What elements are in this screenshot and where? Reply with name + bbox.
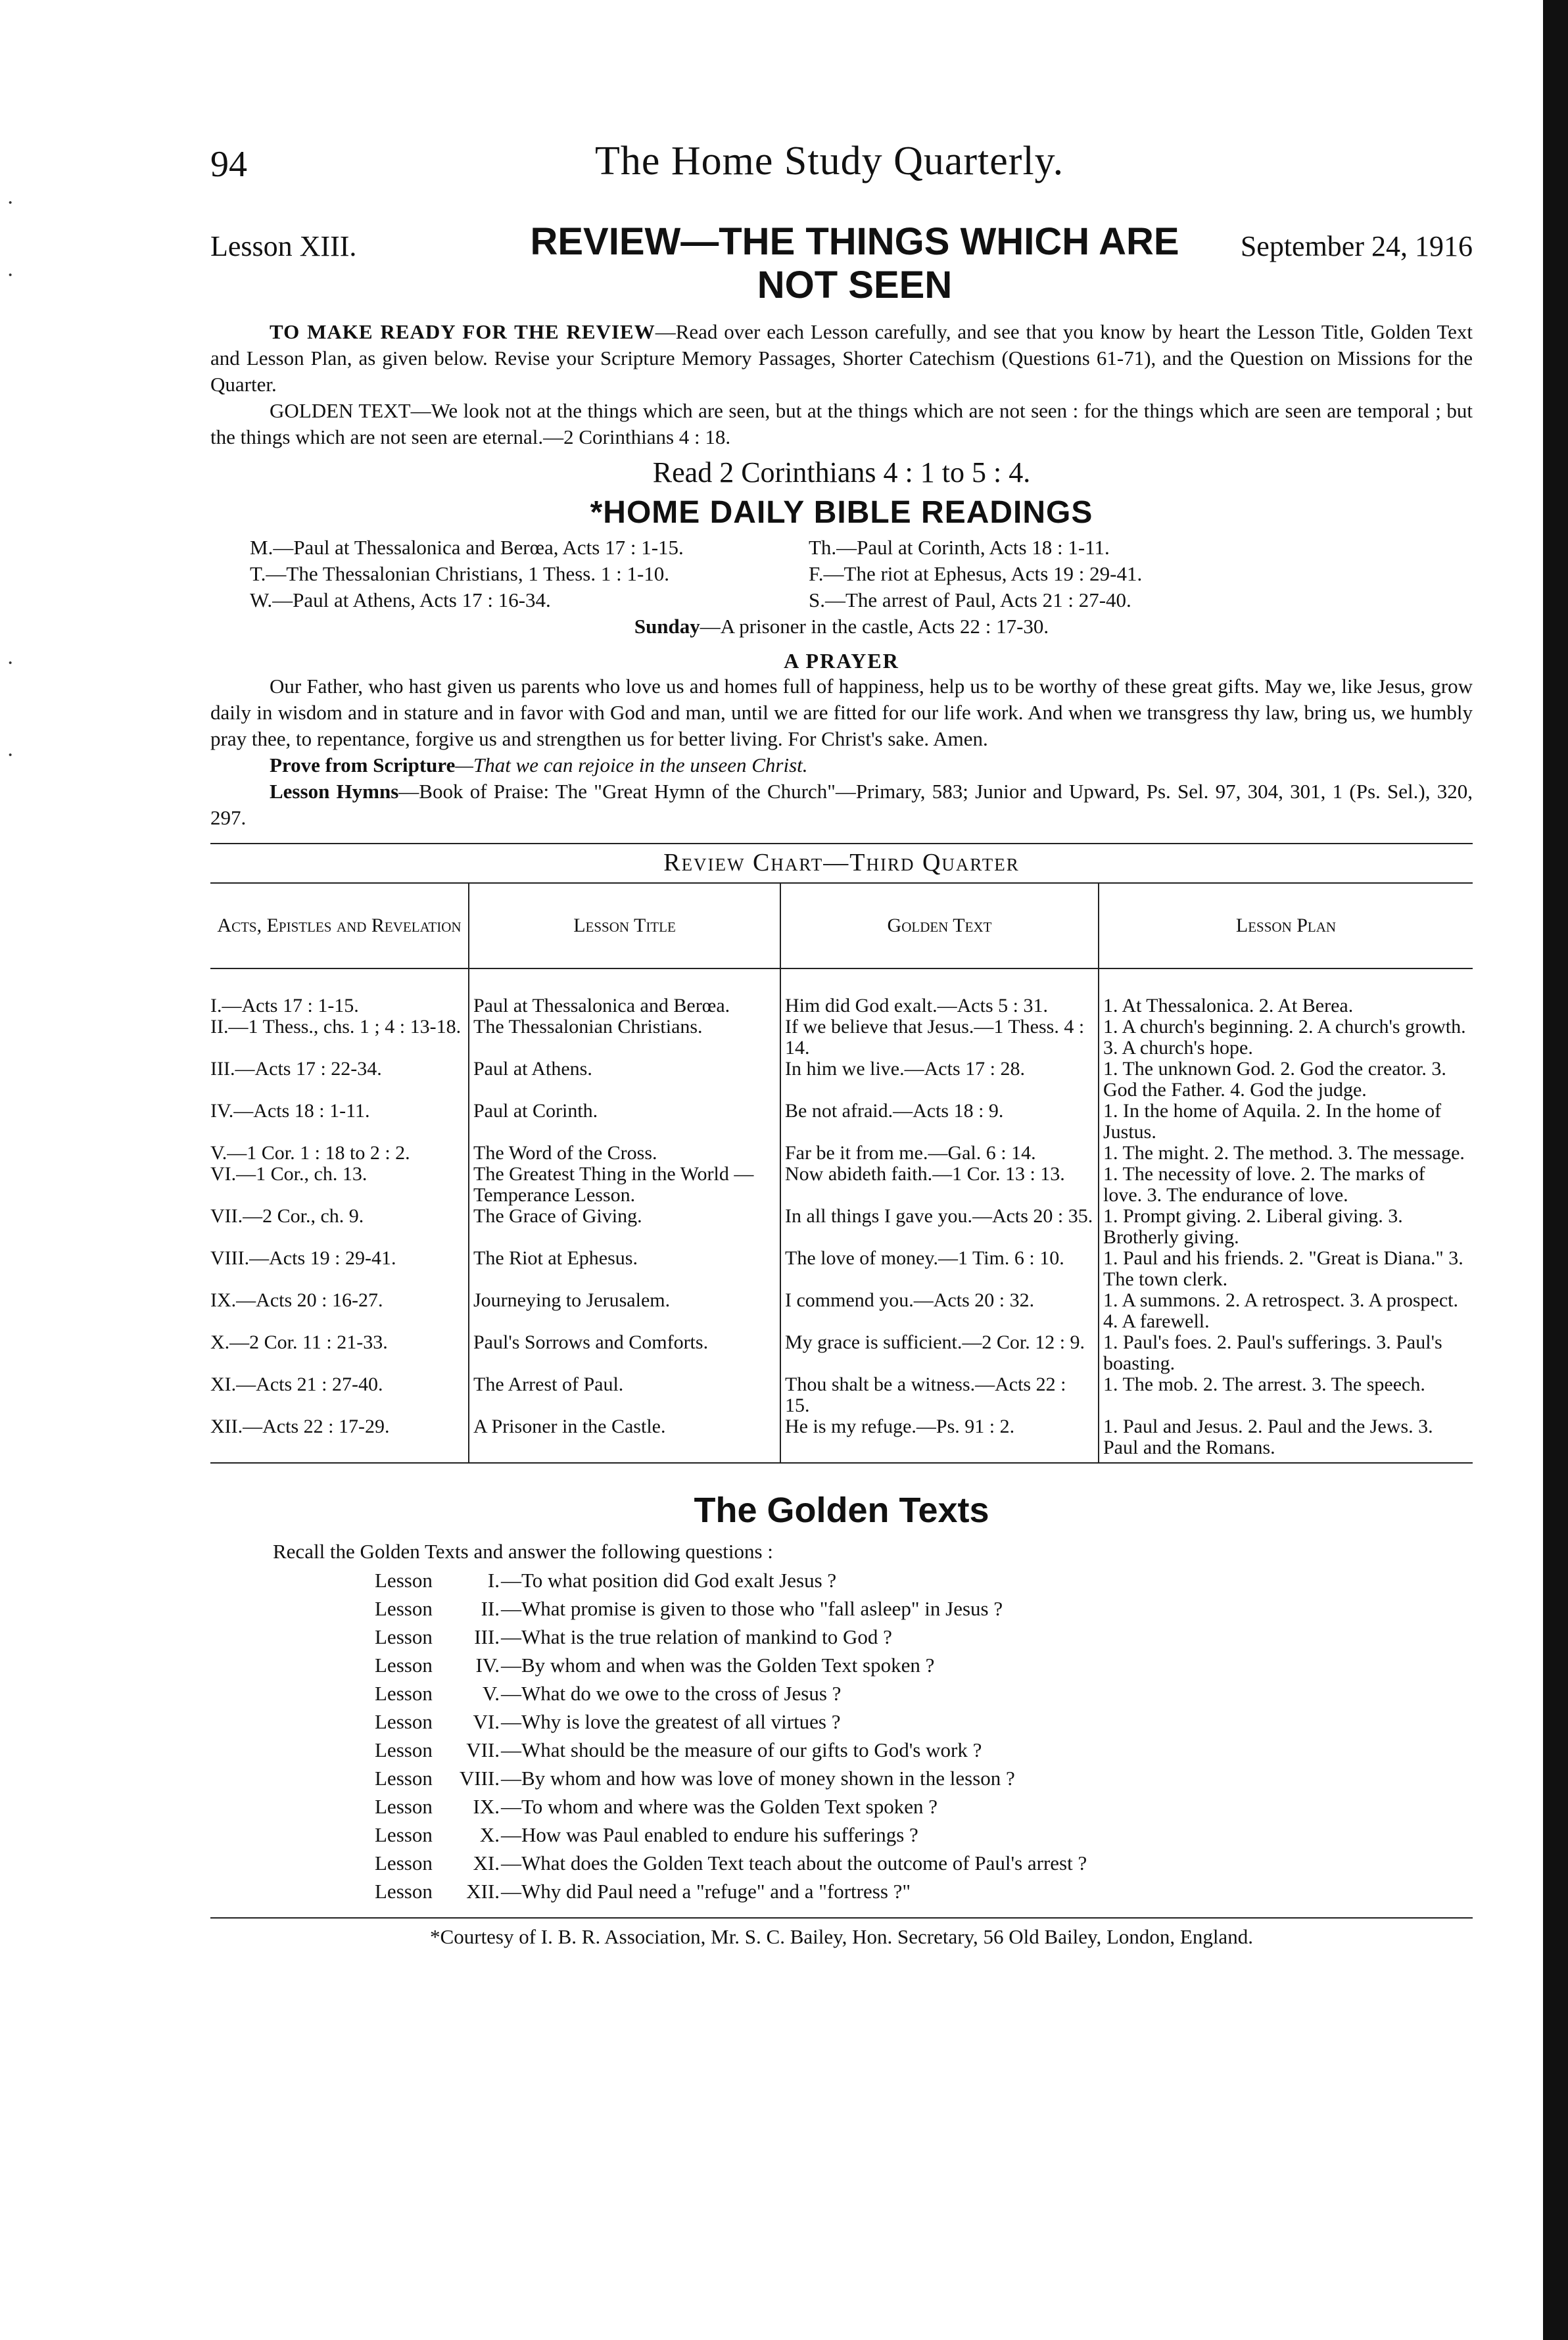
- list-item: [375, 1821, 1473, 1849]
- reading-item: M.—Paul at Thessalonica and Berœa, Acts 17 : 1-15.: [250, 536, 684, 559]
- question-text: —What does the Golden Text teach about the outcome of Paul's arrest ?: [501, 1851, 1087, 1874]
- read-passage: Read 2 Corinthians 4 : 1 to 5 : 4.: [652, 456, 1031, 489]
- table-cell: II.—1 Thess., chs. 1 ; 4 : 13-18.: [210, 1016, 462, 1038]
- list-item: [375, 1679, 1473, 1707]
- question-text: —Why is love the greatest of all virtues ?: [501, 1710, 841, 1733]
- question-text: —What promise is given to those who "fall asleep" in Jesus ?: [501, 1597, 1003, 1620]
- golden-texts-heading: The Golden Texts: [694, 1491, 989, 1530]
- table-cell: Paul at Athens.: [469, 1059, 780, 1101]
- golden-text-paragraph: [210, 398, 1473, 450]
- table-cell: 1. A summons. 2. A retrospect. 3. A prospect. 4. A farewell.: [1099, 1290, 1473, 1332]
- lesson-word: Lesson: [375, 1710, 433, 1733]
- question-text: —What should be the measure of our gifts to God's work ?: [501, 1738, 982, 1761]
- review-chart-body: [210, 968, 1473, 1463]
- table-cell: 1. In the home of Aquila. 2. In the home of Justus.: [1099, 1101, 1473, 1143]
- lesson-word: Lesson: [375, 1795, 433, 1818]
- table-cell: V.—1 Cor. 1 : 18 to 2 : 2.: [210, 1142, 410, 1164]
- reading-item: W.—Paul at Athens, Acts 17 : 16-34.: [250, 588, 551, 611]
- prove-text: —That we can rejoice in the unseen Christ.: [455, 753, 808, 776]
- table-cell: The Word of the Cross.: [469, 1143, 780, 1164]
- table-cell: 1. At Thessalonica. 2. At Berea.: [1099, 995, 1473, 1016]
- table-cell: XII.—Acts 22 : 17-29.: [210, 1416, 469, 1463]
- hymns-label: Lesson Hymns: [270, 780, 399, 803]
- lesson-numeral: V.: [482, 1682, 500, 1705]
- lesson-word: Lesson: [375, 1738, 433, 1761]
- table-cell: 1. Prompt giving. 2. Liberal giving. 3. Brotherly giving.: [1099, 1206, 1473, 1248]
- table-row: [210, 1290, 1473, 1332]
- list-item: [375, 1623, 1473, 1651]
- running-title: The Home Study Quarterly.: [595, 139, 1064, 183]
- table-cell: 1. The necessity of love. 2. The marks of love. 3. The endurance of love.: [1099, 1164, 1473, 1206]
- lesson-word: Lesson: [375, 1597, 433, 1620]
- lesson-numeral: I.: [487, 1569, 500, 1592]
- lesson-word: Lesson: [375, 1625, 433, 1648]
- table-cell: The Thessalonian Christians.: [469, 1016, 780, 1059]
- table-cell: The Greatest Thing in the World — Temperance Lesson.: [469, 1164, 780, 1206]
- table-row: [210, 1016, 1473, 1059]
- lesson-word: Lesson: [375, 1767, 433, 1790]
- table-spacer-row: [210, 968, 1473, 995]
- question-text: —By whom and when was the Golden Text spoken ?: [501, 1654, 935, 1677]
- page-header: [210, 131, 1473, 204]
- table-cell: Journeying to Jerusalem.: [469, 1290, 780, 1332]
- table-row: [210, 1332, 1473, 1374]
- question-text: —By whom and how was love of money shown in the lesson ?: [501, 1767, 1015, 1790]
- table-row: [210, 1374, 1473, 1416]
- table-cell: Paul at Thessalonica and Berœa.: [469, 995, 780, 1016]
- prove-line: [210, 752, 1473, 778]
- table-cell: The Riot at Ephesus.: [469, 1248, 780, 1290]
- lesson-number: Lesson XIII.: [210, 230, 357, 262]
- table-cell: I commend you.—Acts 20 : 32.: [780, 1290, 1099, 1332]
- table-row: [210, 1143, 1473, 1164]
- table-cell: 1. The unknown God. 2. God the creator. 3. God the Father. 4. God the judge.: [1099, 1059, 1473, 1101]
- hymns-paragraph: [210, 778, 1473, 831]
- question-text: —Why did Paul need a "refuge" and a "fortress ?": [501, 1880, 911, 1903]
- table-cell: Thou shalt be a witness.—Acts 22 : 15.: [780, 1374, 1099, 1416]
- lesson-word: Lesson: [375, 1682, 433, 1705]
- table-cell: Paul at Corinth.: [469, 1101, 780, 1143]
- question-text: —To whom and where was the Golden Text spoken ?: [501, 1795, 938, 1818]
- table-cell: 1. A church's beginning. 2. A church's growth. 3. A church's hope.: [1099, 1016, 1473, 1059]
- column-header: Lesson Plan: [1099, 883, 1473, 968]
- sunday-text: —A prisoner in the castle, Acts 22 : 17-30.: [700, 615, 1049, 638]
- question-text: —To what position did God exalt Jesus ?: [501, 1569, 837, 1592]
- table-cell: XI.—Acts 21 : 27-40.: [210, 1373, 383, 1395]
- column-header: Golden Text: [780, 883, 1099, 968]
- footnote: *Courtesy of I. B. R. Association, Mr. S. C. Bailey, Hon. Secretary, 56 Old Bailey, London, England.: [210, 1917, 1473, 1949]
- list-item: [375, 1707, 1473, 1736]
- sunday-label: Sunday: [634, 615, 700, 638]
- list-item: [375, 1877, 1473, 1905]
- table-header-row: [210, 883, 1473, 968]
- lesson-heading: [210, 220, 1473, 319]
- table-cell: Him did God exalt.—Acts 5 : 31.: [780, 995, 1099, 1016]
- reading-item: S.—The arrest of Paul, Acts 21 : 27-40.: [809, 588, 1131, 611]
- reading-item: Th.—Paul at Corinth, Acts 18 : 1-11.: [809, 536, 1110, 559]
- lesson-numeral: VIII.: [459, 1767, 500, 1790]
- lesson-numeral: III.: [474, 1625, 500, 1648]
- table-cell: He is my refuge.—Ps. 91 : 2.: [780, 1416, 1099, 1463]
- question-text: —What do we owe to the cross of Jesus ?: [501, 1682, 842, 1705]
- table-row: [210, 1248, 1473, 1290]
- review-chart-table: [210, 882, 1473, 1464]
- table-row: [210, 995, 1473, 1016]
- page-number: 94: [210, 144, 247, 185]
- scan-edge-bar: [1543, 0, 1568, 2340]
- table-cell: X.—2 Cor. 11 : 21-33.: [210, 1331, 388, 1353]
- list-item: [375, 1566, 1473, 1594]
- list-item: [375, 1849, 1473, 1877]
- table-cell: VII.—2 Cor., ch. 9.: [210, 1205, 364, 1227]
- review-chart-title: Review Chart—Third Quarter: [663, 849, 1020, 876]
- table-cell: 1. Paul's foes. 2. Paul's sufferings. 3. Paul's boasting.: [1099, 1332, 1473, 1374]
- lesson-word: Lesson: [375, 1823, 433, 1846]
- lesson-numeral: IX.: [473, 1795, 500, 1818]
- lesson-numeral: X.: [479, 1823, 500, 1846]
- table-cell: Be not afraid.—Acts 18 : 9.: [780, 1101, 1099, 1143]
- readings-list: [250, 535, 1367, 613]
- table-cell: Far be it from me.—Gal. 6 : 14.: [780, 1143, 1099, 1164]
- list-item: [375, 1792, 1473, 1821]
- column-header: Lesson Title: [469, 883, 780, 968]
- hymns-text: —Book of Praise: The "Great Hymn of the Church"—Primary, 583; Junior and Upward, Ps. Sel. 97, 304, 301, 1 (Ps. Sel.), 320, 297.: [210, 780, 1473, 829]
- table-cell: 1. The might. 2. The method. 3. The message.: [1099, 1143, 1473, 1164]
- lesson-numeral: XII.: [466, 1880, 500, 1903]
- table-cell: 1. Paul and Jesus. 2. Paul and the Jews. 3. Paul and the Romans.: [1099, 1416, 1473, 1463]
- table-cell: The love of money.—1 Tim. 6 : 10.: [780, 1248, 1099, 1290]
- list-item: [375, 1651, 1473, 1679]
- lesson-numeral: VII.: [466, 1738, 500, 1761]
- table-cell: Paul's Sorrows and Comforts.: [469, 1332, 780, 1374]
- table-row: [210, 1164, 1473, 1206]
- lesson-word: Lesson: [375, 1880, 433, 1903]
- table-cell: 1. Paul and his friends. 2. "Great is Diana." 3. The town clerk.: [1099, 1248, 1473, 1290]
- table-cell: IV.—Acts 18 : 1-11.: [210, 1100, 370, 1122]
- table-cell: A Prisoner in the Castle.: [469, 1416, 780, 1463]
- readings-heading: *HOME DAILY BIBLE READINGS: [590, 495, 1093, 530]
- table-cell: My grace is sufficient.—2 Cor. 12 : 9.: [780, 1332, 1099, 1374]
- document-page: [210, 131, 1473, 1949]
- sunday-reading: [210, 613, 1473, 640]
- table-cell: The Arrest of Paul.: [469, 1374, 780, 1416]
- lesson-numeral: IV.: [475, 1654, 500, 1677]
- prayer-heading: A PRAYER: [784, 649, 899, 673]
- table-cell: IX.—Acts 20 : 16-27.: [210, 1289, 383, 1311]
- prepare-paragraph: [210, 319, 1473, 398]
- golden-text-label: GOLDEN TEXT: [270, 399, 411, 422]
- lesson-numeral: VI.: [473, 1710, 500, 1733]
- review-chart: [210, 843, 1473, 1464]
- prayer-text: Our Father, who hast given us parents who love us and homes full of happiness, help us to be worthy of these great gifts. May we, like Jesus, grow daily in wisdom and in stature and in favor with God and man, until we are fitted for our life work. And when we transgress thy law, bring us, we humbly pray thee, to repentance, forgive us and strengthen us for better living. For Christ's sake. Amen.: [210, 675, 1473, 750]
- lesson-word: Lesson: [375, 1654, 433, 1677]
- lesson-title: REVIEW—THE THINGS WHICH ARE NOT SEEN: [530, 220, 1179, 306]
- table-cell: 1. The mob. 2. The arrest. 3. The speech.: [1099, 1374, 1473, 1416]
- list-item: [375, 1736, 1473, 1764]
- golden-texts-questions: [375, 1566, 1473, 1905]
- table-row: [210, 1206, 1473, 1248]
- golden-text-body: —We look not at the things which are seen, but at the things which are not seen : for the things which are seen are temporal ; but the things which are not seen are eternal.—2 Corinthians 4 : 18.: [210, 399, 1473, 448]
- table-cell: In him we live.—Acts 17 : 28.: [780, 1059, 1099, 1101]
- lesson-date: September 24, 1916: [1240, 230, 1473, 262]
- golden-texts-intro: Recall the Golden Texts and answer the following questions :: [273, 1540, 773, 1563]
- prove-label: Prove from Scripture: [270, 753, 456, 776]
- lesson-numeral: II.: [481, 1597, 500, 1620]
- list-item: [375, 1594, 1473, 1623]
- table-cell: If we believe that Jesus.—1 Thess. 4 : 14.: [780, 1016, 1099, 1059]
- lesson-word: Lesson: [375, 1851, 433, 1874]
- lesson-numeral: XI.: [473, 1851, 500, 1874]
- list-item: [375, 1764, 1473, 1792]
- table-cell: VIII.—Acts 19 : 29-41.: [210, 1247, 396, 1269]
- table-row: [210, 1416, 1473, 1463]
- table-row: [210, 1059, 1473, 1101]
- lesson-word: Lesson: [375, 1569, 433, 1592]
- table-cell: I.—Acts 17 : 1-15.: [210, 995, 359, 1016]
- table-row: [210, 1101, 1473, 1143]
- question-text: —How was Paul enabled to endure his sufferings ?: [501, 1823, 918, 1846]
- table-cell: In all things I gave you.—Acts 20 : 35.: [780, 1206, 1099, 1248]
- question-text: —What is the true relation of mankind to God ?: [501, 1625, 892, 1648]
- table-cell: Now abideth faith.—1 Cor. 13 : 13.: [780, 1164, 1099, 1206]
- prepare-label: TO MAKE READY FOR THE REVIEW: [270, 320, 655, 343]
- prepare-text: —Read over each Lesson carefully, and see that you know by heart the Lesson Title, Golden Text and Lesson Plan, as given below. Revise your Scripture Memory Passages, Shorter Catechism (Questions 61-71), and the Question on Missions for the Quarter.: [210, 320, 1473, 396]
- column-header: Acts, Epistles and Revelation: [210, 883, 469, 968]
- reading-item: T.—The Thessalonian Christians, 1 Thess. 1 : 1-10.: [250, 562, 670, 585]
- reading-item: F.—The riot at Ephesus, Acts 19 : 29-41.: [809, 562, 1143, 585]
- table-cell: The Grace of Giving.: [469, 1206, 780, 1248]
- table-cell: VI.—1 Cor., ch. 13.: [210, 1163, 368, 1185]
- table-cell: III.—Acts 17 : 22-34.: [210, 1058, 382, 1080]
